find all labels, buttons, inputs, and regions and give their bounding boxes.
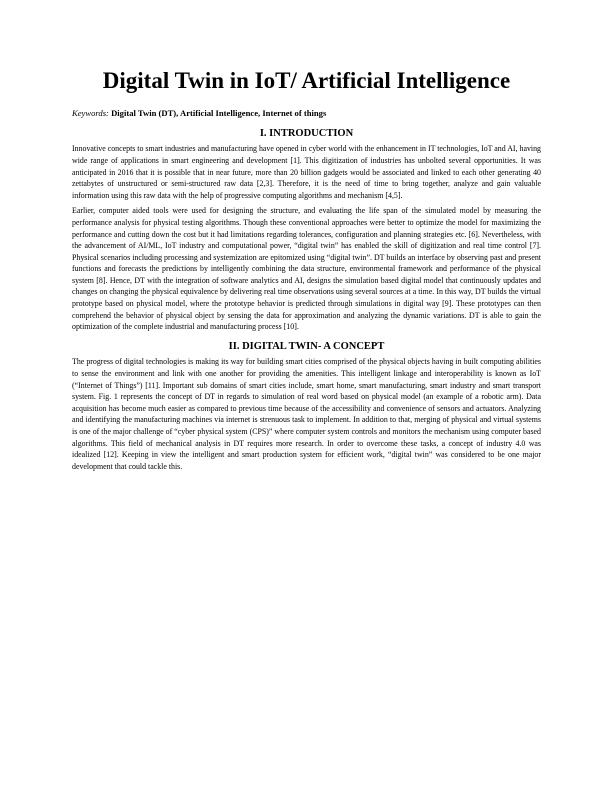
section-introduction xyxy=(72,128,541,333)
keywords-label: Keywords: xyxy=(72,108,109,119)
section-heading: I. INTRODUCTION xyxy=(259,127,354,139)
keywords-text: Digital Twin (DT), Artificial Intelligence, Internet of things xyxy=(111,108,327,119)
paragraph: Innovative concepts to smart industries and manufacturing have opened in cyber world with the enhancement in IT technologies, IoT and AI, having wide range of applications in smart engineering and development [1]. This digitization of industries has unbolted several opportunities. It was anticipated in 2016 that it is possible that in near future, more than 20 billion gadgets would be associated and linked to each other generating 40 zettabytes of unstructured or semi-structured raw data [2,3]. Therefore, it is the need of time to bring together, analyze and gain valuable information using this raw data with the help of progressive computing algorithms and mechanism [4,5]. xyxy=(72,144,541,200)
paper-title: Digital Twin in IoT/ Artificial Intelligence xyxy=(102,68,511,93)
section-heading: II. DIGITAL TWIN- A CONCEPT xyxy=(228,340,385,352)
section-digital-twin-concept xyxy=(72,341,541,473)
keywords-line xyxy=(72,108,541,118)
document-page xyxy=(72,68,541,476)
paragraph: The progress of digital technologies is making its way for building smart cities comprised of the physical objects having in built computing abilities to sense the environment and link with one another for providing the amenities. This intelligent linkage and interoperability is known as IoT (“Internet of Things”) [11]. Important sub domains of smart cities include, smart home, smart manufacturing, smart industry and smart transport system. Fig. 1 represents the concept of DT in regards to simulation of real word based on physical model (an example of a robotic arm). Data acquisition has become much easier as compared to previous time because of the accessibility and convenience of sensors and actuators. Analyzing and identifying the manufacturing machines via internet is strenuous task to implement. In addition to that, merging of physical and virtual systems is one of the major challenge of “cyber physical system (CPS)” where computer system controls and monitors the mechanism using computer based algorithms. This field of mechanical analysis in DT requires more research. In order to overcome these tasks, a concept of industry 4.0 was idealized [12]. Keeping in view the intelligent and smart production system for efficient work, “digital twin” was considered to be one major development that could tackle this. xyxy=(72,357,541,471)
paragraph: Earlier, computer aided tools were used for designing the structure, and evaluating the life span of the simulated model by measuring the performance analysis for physical testing algorithms. Though these conventional approaches were better to optimize the model for maximizing the performance and cutting down the cost but it had limitations regarding tolerances, configuration and planning strategies etc. [6]. Nevertheless, with the advancement of AI/ML, IoT industry and computational power, “digital twin” has enabled the skill of digitization and real time control [7]. Physical scenarios including processing and systemization are epitomized using “digital twin”. DT builds an interface by observing past and present functions and forecasts the predictions by intelligently combining the data structure, environmental framework and performance of the physical system [8]. Hence, DT with the integration of software analytics and AI, designs the simulation based digital model that continuously updates and changes on changing the physical equivalence by delivering real time observations using several sources at a time. In this way, DT builds the virtual prototype based on physical model, where the prototype behavior is predicted through simulations in digital way [9]. These prototypes can then comprehend the behavior of physical object by sensing the data for approximation and analyzing the dynamic variations. DT is able to gain the optimization of the complete industrial and manufacturing process [10]. xyxy=(72,206,541,332)
